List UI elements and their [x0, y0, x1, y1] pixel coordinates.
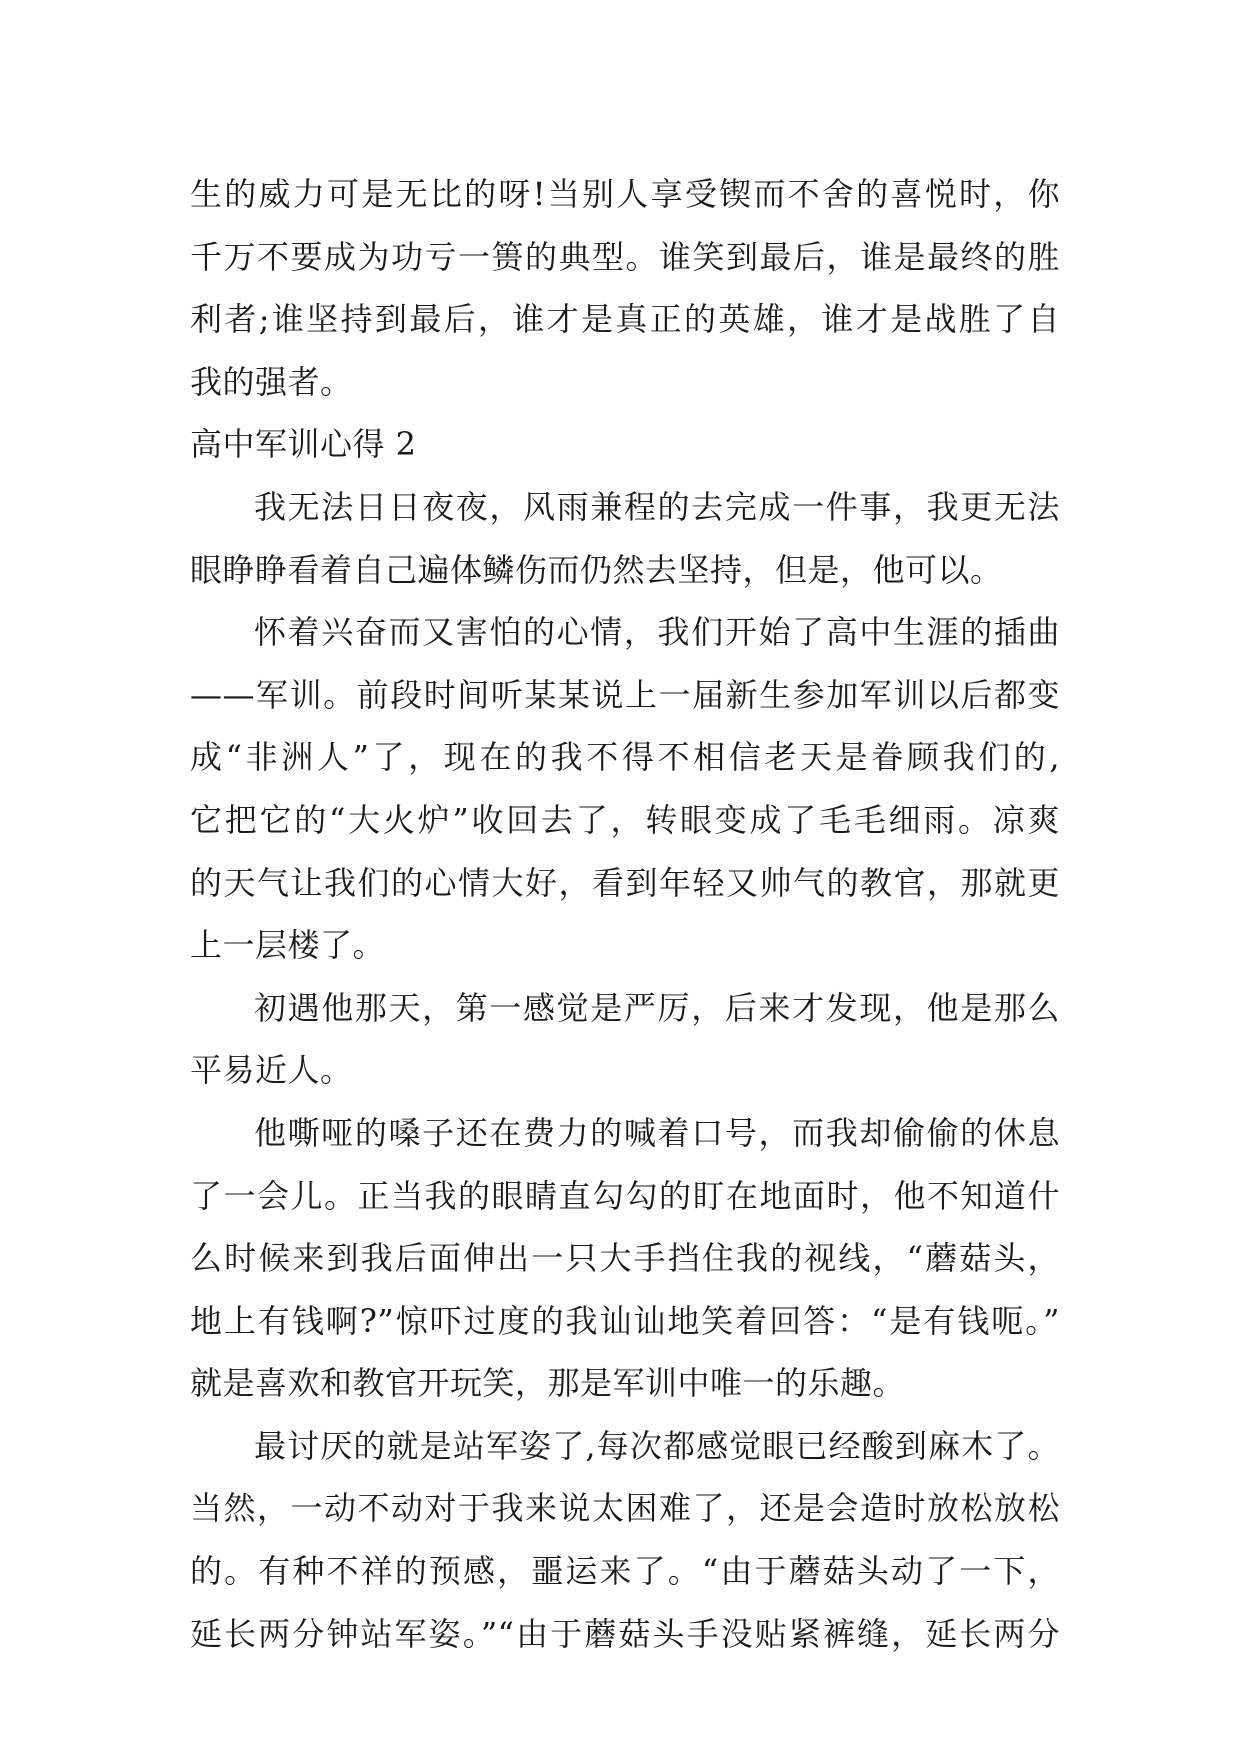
paragraph-line: 我的强者。	[190, 362, 353, 401]
paragraph-line: 眼睁睁看着自己遍体鳞伤而仍然去坚持，但是，他可以。	[190, 550, 1003, 589]
paragraph-line: 生的威力可是无比的呀!当别人享受锲而不舍的喜悦时，你	[190, 175, 1060, 213]
paragraph-line: 我无法日日夜夜，风雨兼程的去完成一件事，我更无法	[254, 487, 1060, 526]
paragraph-line: 初遇他那天，第一感觉是严厉，后来才发现，他是那么	[254, 988, 1060, 1027]
paragraph-line: 成“非洲人”了，现在的我不得不相信老天是眷顾我们的,	[190, 738, 1060, 777]
paragraph-line: ——军训。前段时间听某某说上一届新生参加军训以后都变	[190, 675, 1060, 714]
paragraph-line: 就是喜欢和教官开玩笑，那是军训中唯一的乐趣。	[190, 1364, 906, 1403]
section-heading: 高中军训心得 2	[190, 425, 417, 464]
paragraph-line: 的。有种不祥的预感，噩运来了。“由于蘑菇头动了一下，	[190, 1552, 1060, 1591]
paragraph-line: 地上有钱啊?”惊吓过度的我讪讪地笑着回答：“是有钱呃。”	[190, 1301, 1060, 1340]
paragraph-line: 了一会儿。正当我的眼睛直勾勾的盯在地面时，他不知道什	[190, 1176, 1060, 1215]
paragraph-line: 平易近人。	[190, 1051, 353, 1090]
paragraph-line: 的天气让我们的心情大好，看到年轻又帅气的教官，那就更	[190, 863, 1060, 902]
paragraph-line: 他嘶哑的嗓子还在费力的喊着口号，而我却偷偷的休息	[254, 1113, 1060, 1152]
paragraph-line: 么时候来到我后面伸出一只大手挡住我的视线，“蘑菇头，	[190, 1239, 1060, 1278]
paragraph-line: 它把它的“大火炉”收回去了，转眼变成了毛毛细雨。凉爽	[190, 800, 1060, 839]
paragraph-line: 千万不要成为功亏一篑的典型。谁笑到最后，谁是最终的胜	[190, 237, 1060, 276]
paragraph-line: 怀着兴奋而又害怕的心情，我们开始了高中生涯的插曲	[254, 613, 1060, 652]
paragraph-line: 延长两分钟站军姿。”“由于蘑菇头手没贴紧裤缝，延长两分	[190, 1614, 1060, 1653]
paragraph-line: 最讨厌的就是站军姿了,每次都感觉眼已经酸到麻木了。	[254, 1426, 1060, 1465]
paragraph-line: 利者;谁坚持到最后，谁才是真正的英雄，谁才是战胜了自	[190, 300, 1060, 339]
paragraph-line: 当然，一动不动对于我来说太困难了，还是会造时放松放松	[190, 1489, 1060, 1528]
document-page	[190, 163, 1060, 1665]
paragraph-line: 上一层楼了。	[190, 926, 386, 965]
